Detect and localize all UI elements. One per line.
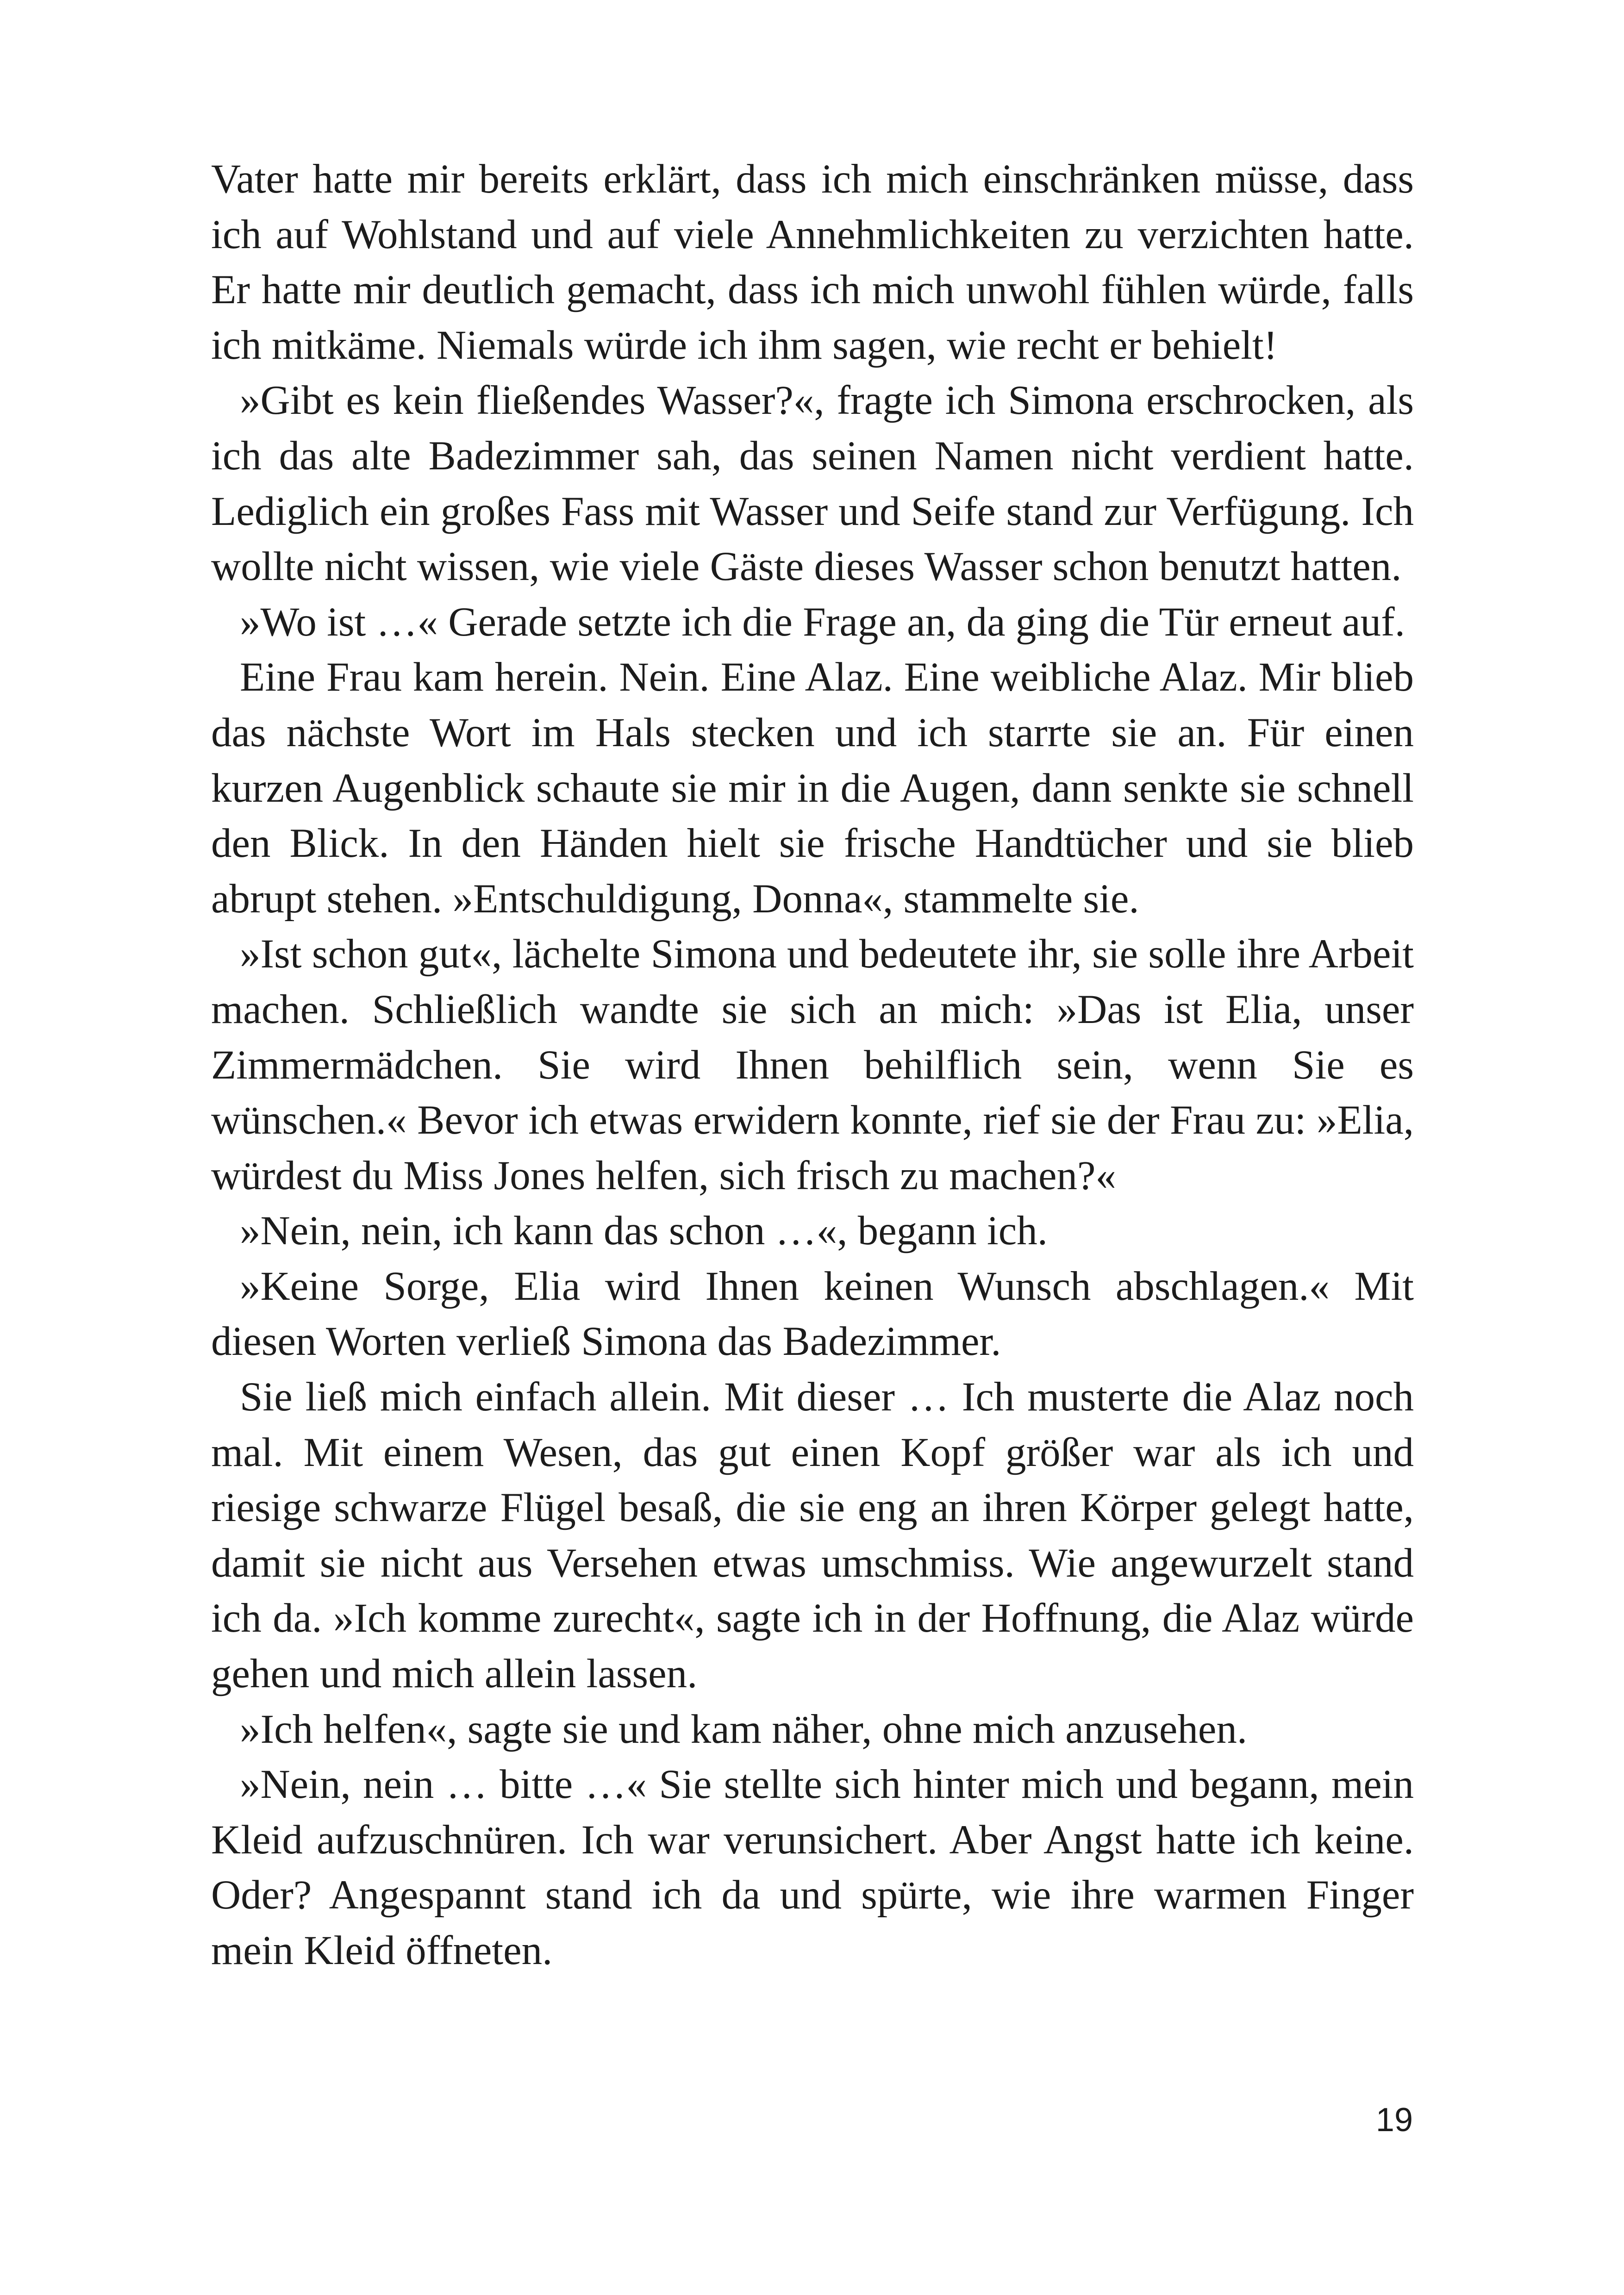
paragraph: »Ist schon gut«, lächelte Simona und bedeutete ihr, sie solle ihre Arbeit machen. Schließlich wandte sie sich an mich: »Das ist Elia, unser Zimmermädchen. Sie wird Ihnen behilflich sein, wenn Sie es wünschen.« Bevor ich etwas erwidern konnte, rief sie der Frau zu: »Elia, würdest du Miss Jones helfen, sich frisch zu machen?« bbox=[211, 931, 1414, 1198]
page-number: 19 bbox=[1375, 2102, 1413, 2139]
paragraph: Sie ließ mich einfach allein. Mit dieser … Ich musterte die Alaz noch mal. Mit einem Wesen, das gut einen Kopf größer war als ich und riesige schwarze Flügel besaß, die sie eng an ihren Körper gelegt hatte, damit sie nicht aus Versehen etwas umschmiss. Wie angewurzelt stand ich da. »Ich komme zurecht«, sagte ich in der Hoffnung, die Alaz würde gehen und mich allein lassen. bbox=[211, 1374, 1414, 1697]
paragraph: »Keine Sorge, Elia wird Ihnen keinen Wunsch abschlagen.« Mit diesen Worten verließ Simona das Badezimmer. bbox=[211, 1263, 1414, 1365]
paragraph: Vater hatte mir bereits erklärt, dass ich mich einschränken müsse, dass ich auf Wohlstand und auf viele Annehmlichkeiten zu verzichten hatte. Er hatte mir deutlich gemacht, dass ich mich unwohl fühlen würde, falls ich mitkäme. Niemals würde ich ihm sagen, wie recht er behielt! bbox=[211, 156, 1414, 368]
paragraph: »Gibt es kein fließendes Wasser?«, fragte ich Simona erschrocken, als ich das alte Badezimmer sah, das seinen Namen nicht verdient hatte. Lediglich ein großes Fass mit Wasser und Seife stand zur Verfügung. Ich wollte nicht wissen, wie viele Gäste dieses Wasser schon benutzt hatten. bbox=[211, 378, 1414, 590]
paragraph: »Nein, nein … bitte …« Sie stellte sich hinter mich und begann, mein Kleid aufzuschnüren. Ich war verunsichert. Aber Angst hatte ich keine. Oder? Angespannt stand ich da und spürte, wie ihre warmen Finger mein Kleid öffneten. bbox=[211, 1762, 1414, 1973]
paragraph: »Nein, nein, ich kann das schon …«, begann ich. bbox=[240, 1208, 1048, 1254]
body-text bbox=[211, 152, 1414, 1979]
paragraph: »Ich helfen«, sagte sie und kam näher, ohne mich anzusehen. bbox=[240, 1706, 1248, 1752]
paragraph: »Wo ist …« Gerade setzte ich die Frage an, da ging die Tür erneut auf. bbox=[240, 599, 1405, 645]
paragraph: Eine Frau kam herein. Nein. Eine Alaz. Eine weibliche Alaz. Mir blieb das nächste Wort im Hals stecken und ich starrte sie an. Für einen kurzen Augenblick schaute sie mir in die Augen, dann senkte sie schnell den Blick. In den Händen hielt sie frische Handtücher und sie blieb abrupt stehen. »Entschuldigung, Donna«, stammelte sie. bbox=[211, 655, 1414, 922]
